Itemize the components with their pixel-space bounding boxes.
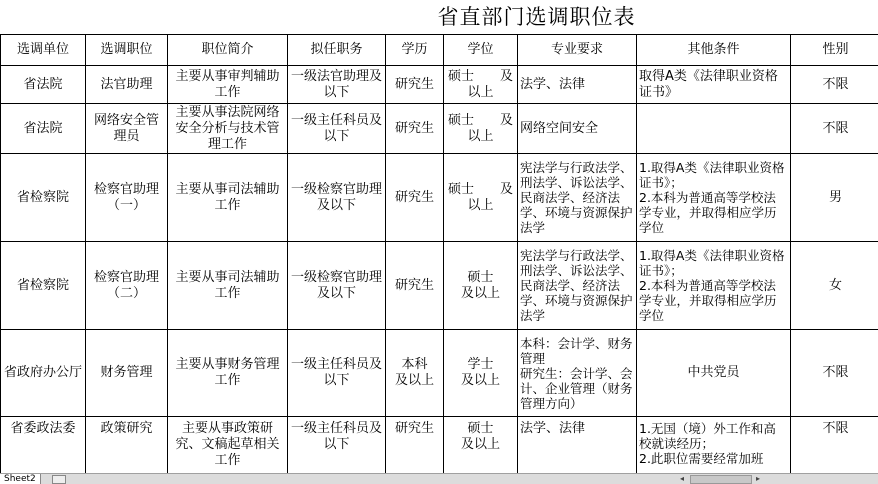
column-header[interactable]: 职位简介	[168, 35, 288, 66]
table-row	[1, 330, 878, 417]
table-cell[interactable]: 男	[791, 154, 878, 242]
table-cell[interactable]: 不限	[791, 330, 878, 417]
table-cell[interactable]: 1.取得A类《法律职业资格证书》； 2.本科为普通高等学校法学专业，并取得相应学历学位	[637, 242, 791, 330]
table-cell[interactable]: 省检察院	[1, 154, 86, 242]
column-header[interactable]: 选调单位	[1, 35, 86, 66]
table-cell[interactable]: 研究生	[386, 242, 444, 330]
table-cell[interactable]: 省委政法委	[1, 417, 86, 474]
table-cell[interactable]: 研究生	[386, 154, 444, 242]
table-cell[interactable]: 中共党员	[637, 330, 791, 417]
table-cell[interactable]: 主要从事法院网络安全分析与技术管理工作	[168, 104, 288, 154]
sheet-tab[interactable]: Sheet2	[0, 474, 41, 484]
table-cell[interactable]: 不限	[791, 66, 878, 104]
table-row	[1, 417, 878, 474]
table-cell[interactable]: 一级主任科员及以下	[288, 104, 386, 154]
column-header[interactable]: 拟任职务	[288, 35, 386, 66]
table-cell[interactable]: 宪法学与行政法学、刑法学、诉讼法学、民商法学、经济法学、环境与资源保护法学	[518, 154, 637, 242]
table-cell[interactable]: 一级检察官助理及以下	[288, 154, 386, 242]
table-cell[interactable]: 学士 及以上	[444, 330, 518, 417]
column-header[interactable]: 学位	[444, 35, 518, 66]
table-cell[interactable]: 女	[791, 242, 878, 330]
table-cell[interactable]: 政策研究	[86, 417, 168, 474]
table-cell[interactable]: 法官助理	[86, 66, 168, 104]
table-cell[interactable]: 宪法学与行政法学、刑法学、诉讼法学、民商法学、经济法学、环境与资源保护法学	[518, 242, 637, 330]
table-cell[interactable]: 一级主任科员及以下	[288, 417, 386, 474]
table-cell[interactable]: 法学、法律	[518, 66, 637, 104]
table-cell[interactable]: 取得A类《法律职业资格证书》	[637, 66, 791, 104]
position-table	[0, 34, 878, 474]
header-row	[1, 35, 878, 66]
table-cell[interactable]: 一级检察官助理及以下	[288, 242, 386, 330]
table-cell[interactable]: 硕士 及以上	[444, 66, 518, 104]
table-cell[interactable]: 硕士 及以上	[444, 104, 518, 154]
table-cell[interactable]: 省检察院	[1, 242, 86, 330]
table-cell[interactable]: 研究生	[386, 104, 444, 154]
table-cell[interactable]: 本科 及以上	[386, 330, 444, 417]
table-cell[interactable]: 1.无国（境）外工作和高校就读经历； 2.此职位需要经常加班	[637, 417, 791, 474]
table-cell[interactable]: 研究生	[386, 66, 444, 104]
table-cell[interactable]: 省法院	[1, 66, 86, 104]
table-cell[interactable]: 检察官助理（二）	[86, 242, 168, 330]
column-header[interactable]: 选调职位	[86, 35, 168, 66]
column-header[interactable]: 学历	[386, 35, 444, 66]
table-cell[interactable]: 一级法官助理及以下	[288, 66, 386, 104]
table-cell[interactable]: 一级主任科员及以下	[288, 330, 386, 417]
scroll-left-icon[interactable]: ◂	[680, 474, 684, 484]
table-cell[interactable]: 硕士 及以上	[444, 417, 518, 474]
table-cell[interactable]: 省政府办公厅	[1, 330, 86, 417]
table-cell[interactable]: 财务管理	[86, 330, 168, 417]
table-cell[interactable]: 本科：会计学、财务管理 研究生：会计学、会计、企业管理（财务管理方向）	[518, 330, 637, 417]
table-row	[1, 242, 878, 330]
table-cell[interactable]: 不限	[791, 104, 878, 154]
table-cell[interactable]: 主要从事审判辅助工作	[168, 66, 288, 104]
sheet-tab-bar	[0, 473, 878, 484]
table-cell[interactable]: 网络安全管理员	[86, 104, 168, 154]
table-cell[interactable]: 硕士 及以上	[444, 242, 518, 330]
table-cell[interactable]: 主要从事政策研究、文稿起草相关工作	[168, 417, 288, 474]
page-title: 省直部门选调职位表	[0, 0, 878, 34]
table-cell[interactable]: 法学、法律	[518, 417, 637, 474]
column-header[interactable]: 性别	[791, 35, 878, 66]
table-cell[interactable]: 主要从事司法辅助工作	[168, 242, 288, 330]
table-cell[interactable]: 省法院	[1, 104, 86, 154]
table-cell[interactable]: 研究生	[386, 417, 444, 474]
column-header[interactable]: 专业要求	[518, 35, 637, 66]
table-cell[interactable]: 网络空间安全	[518, 104, 637, 154]
table-row	[1, 104, 878, 154]
table-cell[interactable]: 硕士 及以上	[444, 154, 518, 242]
table-cell[interactable]: 主要从事财务管理工作	[168, 330, 288, 417]
table-cell[interactable]	[637, 104, 791, 154]
scroll-right-icon[interactable]: ▸	[756, 474, 760, 484]
table-cell[interactable]: 主要从事司法辅助工作	[168, 154, 288, 242]
table-cell[interactable]: 1.取得A类《法律职业资格证书》； 2.本科为普通高等学校法学专业，并取得相应学历学位	[637, 154, 791, 242]
table-row	[1, 154, 878, 242]
table-cell[interactable]: 不限	[791, 417, 878, 474]
table-row	[1, 66, 878, 104]
table-cell[interactable]: 检察官助理（一）	[86, 154, 168, 242]
column-header[interactable]: 其他条件	[637, 35, 791, 66]
